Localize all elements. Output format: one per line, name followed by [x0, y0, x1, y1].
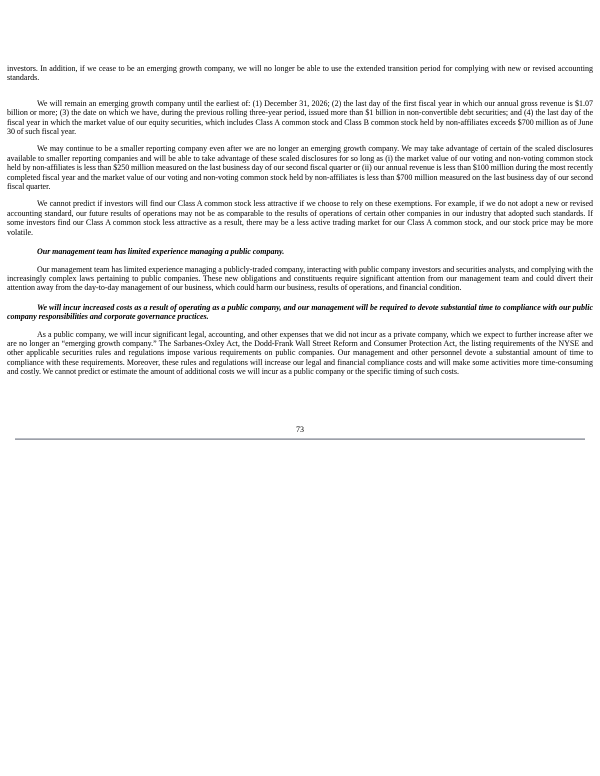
risk-heading-management-experience: Our management team has limited experience managing a public company.	[37, 247, 285, 257]
footer-divider-rule	[15, 438, 585, 440]
page-number: 73	[296, 425, 304, 434]
paragraph-public-company-costs: As a public company, we will incur significant legal, accounting, and other expenses that we did not incur as a private company, which we expect to further increase after we are no longer an “emerging growth company.” The Sarbanes-Oxley Act, the Dodd-Frank Wall Street Reform and Consumer Protection Act, the listing requirements of the NYSE and other applicable securities rules and regulations impose various requirements on public companies. Our management and other personnel devote a substantial amount of time to compliance with these requirements. Moreover, these rules and regulations will increase our legal and financial compliance costs and will make some activities more time-consuming and costly. We cannot predict or estimate the amount of additional costs we will incur as a public company or the specific timing of such costs.	[7, 329, 593, 377]
paragraph-investor-attractiveness: We cannot predict if investors will find our Class A common stock less attractive if we choose to rely on these exemptions. For example, if we do not adopt a new or revised accounting standard, our future results of operations may not be as comparable to the results of operations of certain other companies in our industry that adopted such standards. If some investors find our Class A common stock less attractive as a result, there may be a less active trading market for our Class A common stock, and our stock price may be more volatile.	[7, 199, 593, 237]
paragraph-smaller-reporting-company: We may continue to be a smaller reporting company even after we are no longer an emerging growth company. We may take advantage of certain of the scaled disclosures available to smaller reporting companies and will be able to take advantage of these scaled disclosures for so long as (i) the market value of our voting and non-voting common stock held by non-affiliates is less than $250 million measured on the last business day of our second fiscal quarter or (ii) our annual revenue is less than $100 million during the most recently completed fiscal year and the market value of our voting and non-voting common stock held by non-affiliates is less than $700 million measured on the last business day of our second fiscal quarter.	[7, 144, 593, 192]
page-body-text	[7, 64, 593, 385]
paragraph-management-experience: Our management team has limited experience managing a publicly-traded company, interacting with public company investors and securities analysts, and complying with the increasingly complex laws pertaining to public companies. These new obligations and constituents require significant attention from our management team and could divert their attention away from the day-to-day management of our business, which could harm our business, results of operations, and financial condition.	[7, 264, 593, 293]
paragraph-continuation-accounting-standards: investors. In addition, if we cease to be an emerging growth company, we will no longer be able to use the extended transition period for complying with new or revised accounting standards.	[7, 64, 593, 83]
paragraph-emerging-growth-criteria: We will remain an emerging growth company until the earliest of: (1) December 31, 2026; (2) the last day of the first fiscal year in which our annual gross revenue is $1.07 billion or more; (3) the date on which we have, during the previous rolling three-year period, issued more than $1 billion in non-convertible debt securities; and (4) the last day of the fiscal year in which the market value of our equity securities, which includes Class A common stock and Class B common stock held by non-affiliates exceeds $700 million as of June 30 of such fiscal year.	[7, 98, 593, 137]
risk-heading-increased-costs: We will incur increased costs as a result of operating as a public company, and our management will be required to devote substantial time to compliance with our public company responsibilities and corporate governance practices.	[7, 302, 593, 322]
